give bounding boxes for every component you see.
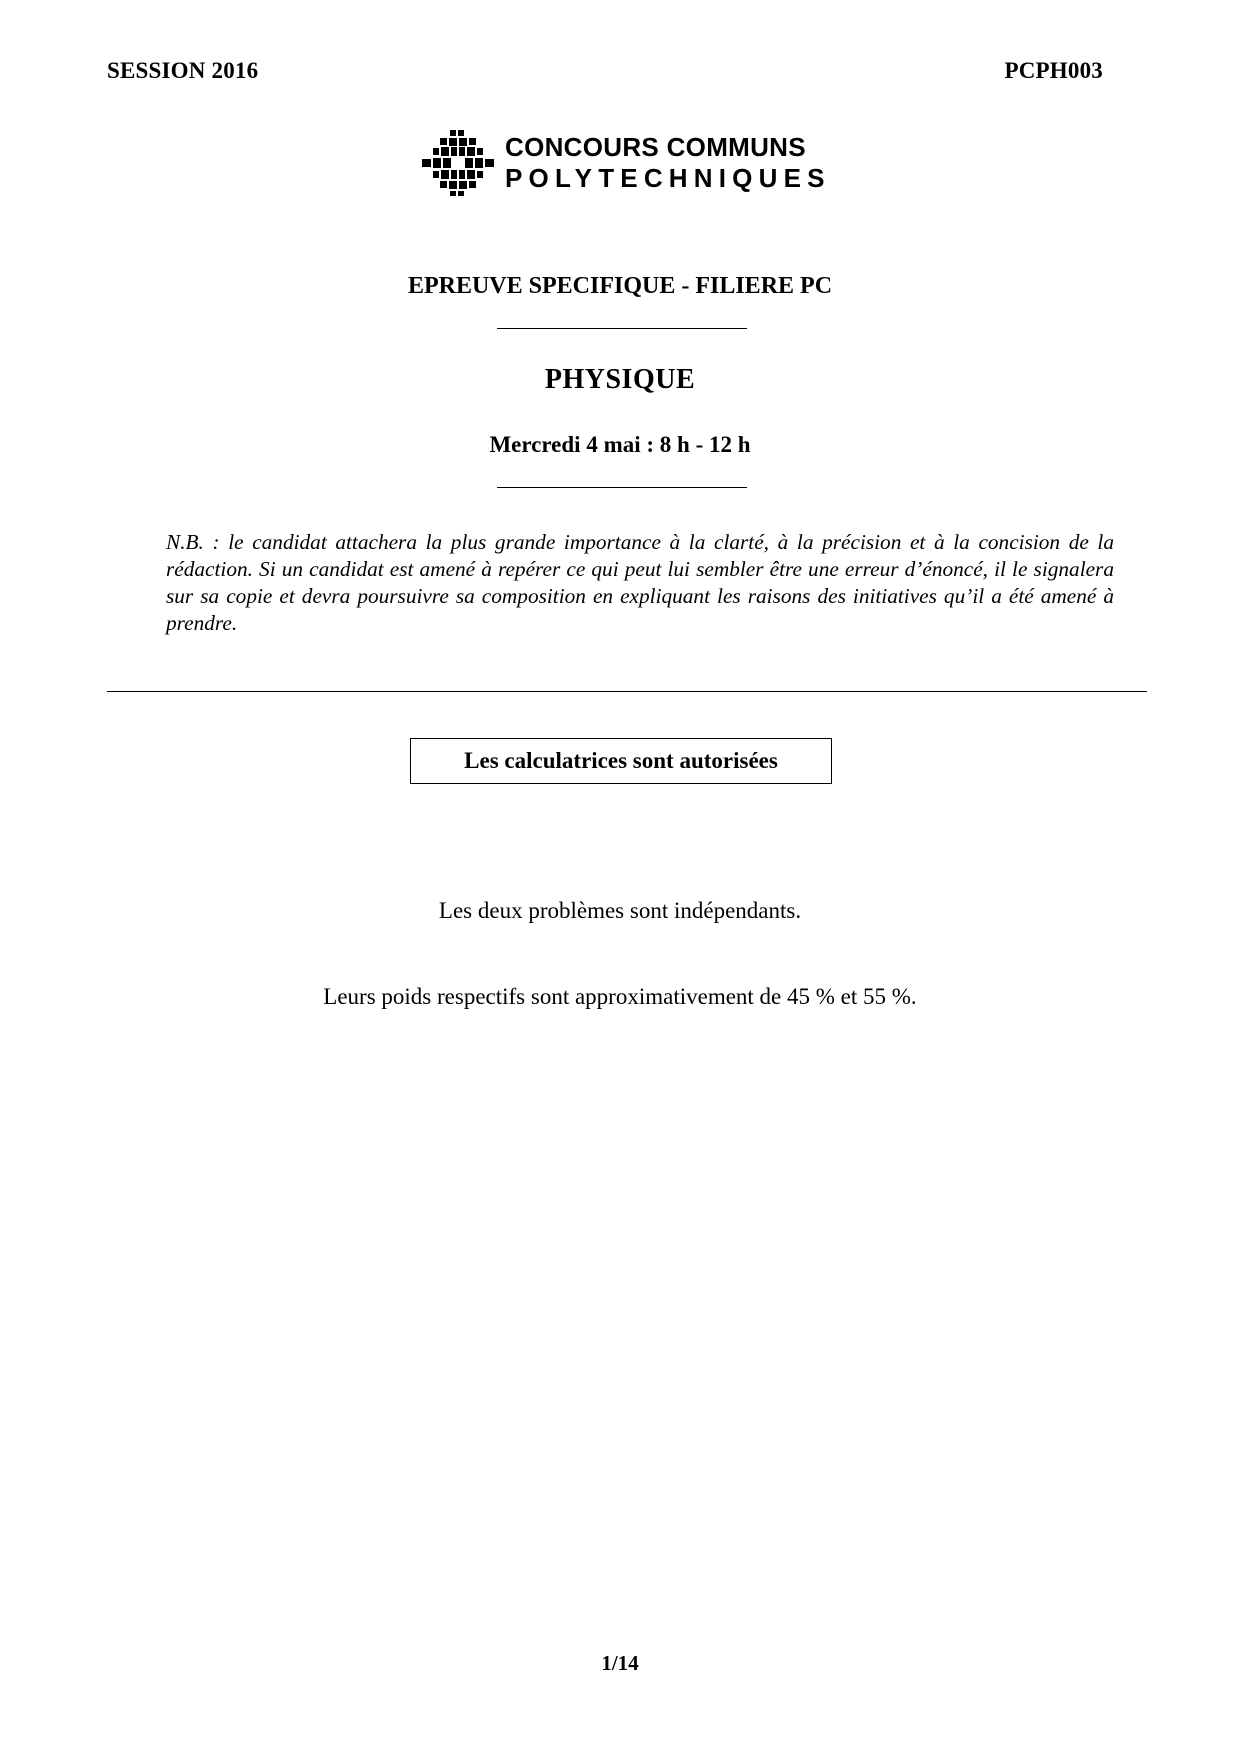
grid-globe-icon bbox=[420, 128, 496, 198]
calculators-notice-text: Les calculatrices sont autorisées bbox=[464, 748, 778, 773]
weights-statement: Leurs poids respectifs sont approximativement de 45 % et 55 %. bbox=[323, 984, 917, 1009]
divider bbox=[497, 487, 747, 488]
logo bbox=[420, 128, 831, 198]
candidate-note: N.B. : le candidat attachera la plus grande importance à la clarté, à la précision et à la concision de la rédaction. Si un candidat est amené à repérer ce qui peut lui sembler être une erreur d’énoncé, il le signalera sur sa copie et devra poursuivre sa composition en expliquant les raisons des initiatives qu’il a été amené à prendre. bbox=[166, 530, 1114, 635]
divider bbox=[497, 328, 747, 329]
exam-code: PCPH003 bbox=[1004, 58, 1103, 83]
independence-statement: Les deux problèmes sont indépendants. bbox=[438, 898, 802, 923]
page-number: 1/14 bbox=[601, 1651, 639, 1675]
exam-datetime: Mercredi 4 mai : 8 h - 12 h bbox=[489, 432, 751, 457]
logo-text-line2: POLYTECHNIQUES bbox=[505, 163, 831, 193]
session-label: SESSION 2016 bbox=[107, 58, 259, 83]
subject-title: PHYSIQUE bbox=[544, 364, 696, 395]
calculators-notice bbox=[410, 738, 832, 784]
section-divider bbox=[107, 691, 1147, 692]
logo-text-line1: CONCOURS COMMUNS bbox=[505, 132, 806, 162]
exam-type-heading: EPREUVE SPECIFIQUE - FILIERE PC bbox=[407, 273, 833, 299]
